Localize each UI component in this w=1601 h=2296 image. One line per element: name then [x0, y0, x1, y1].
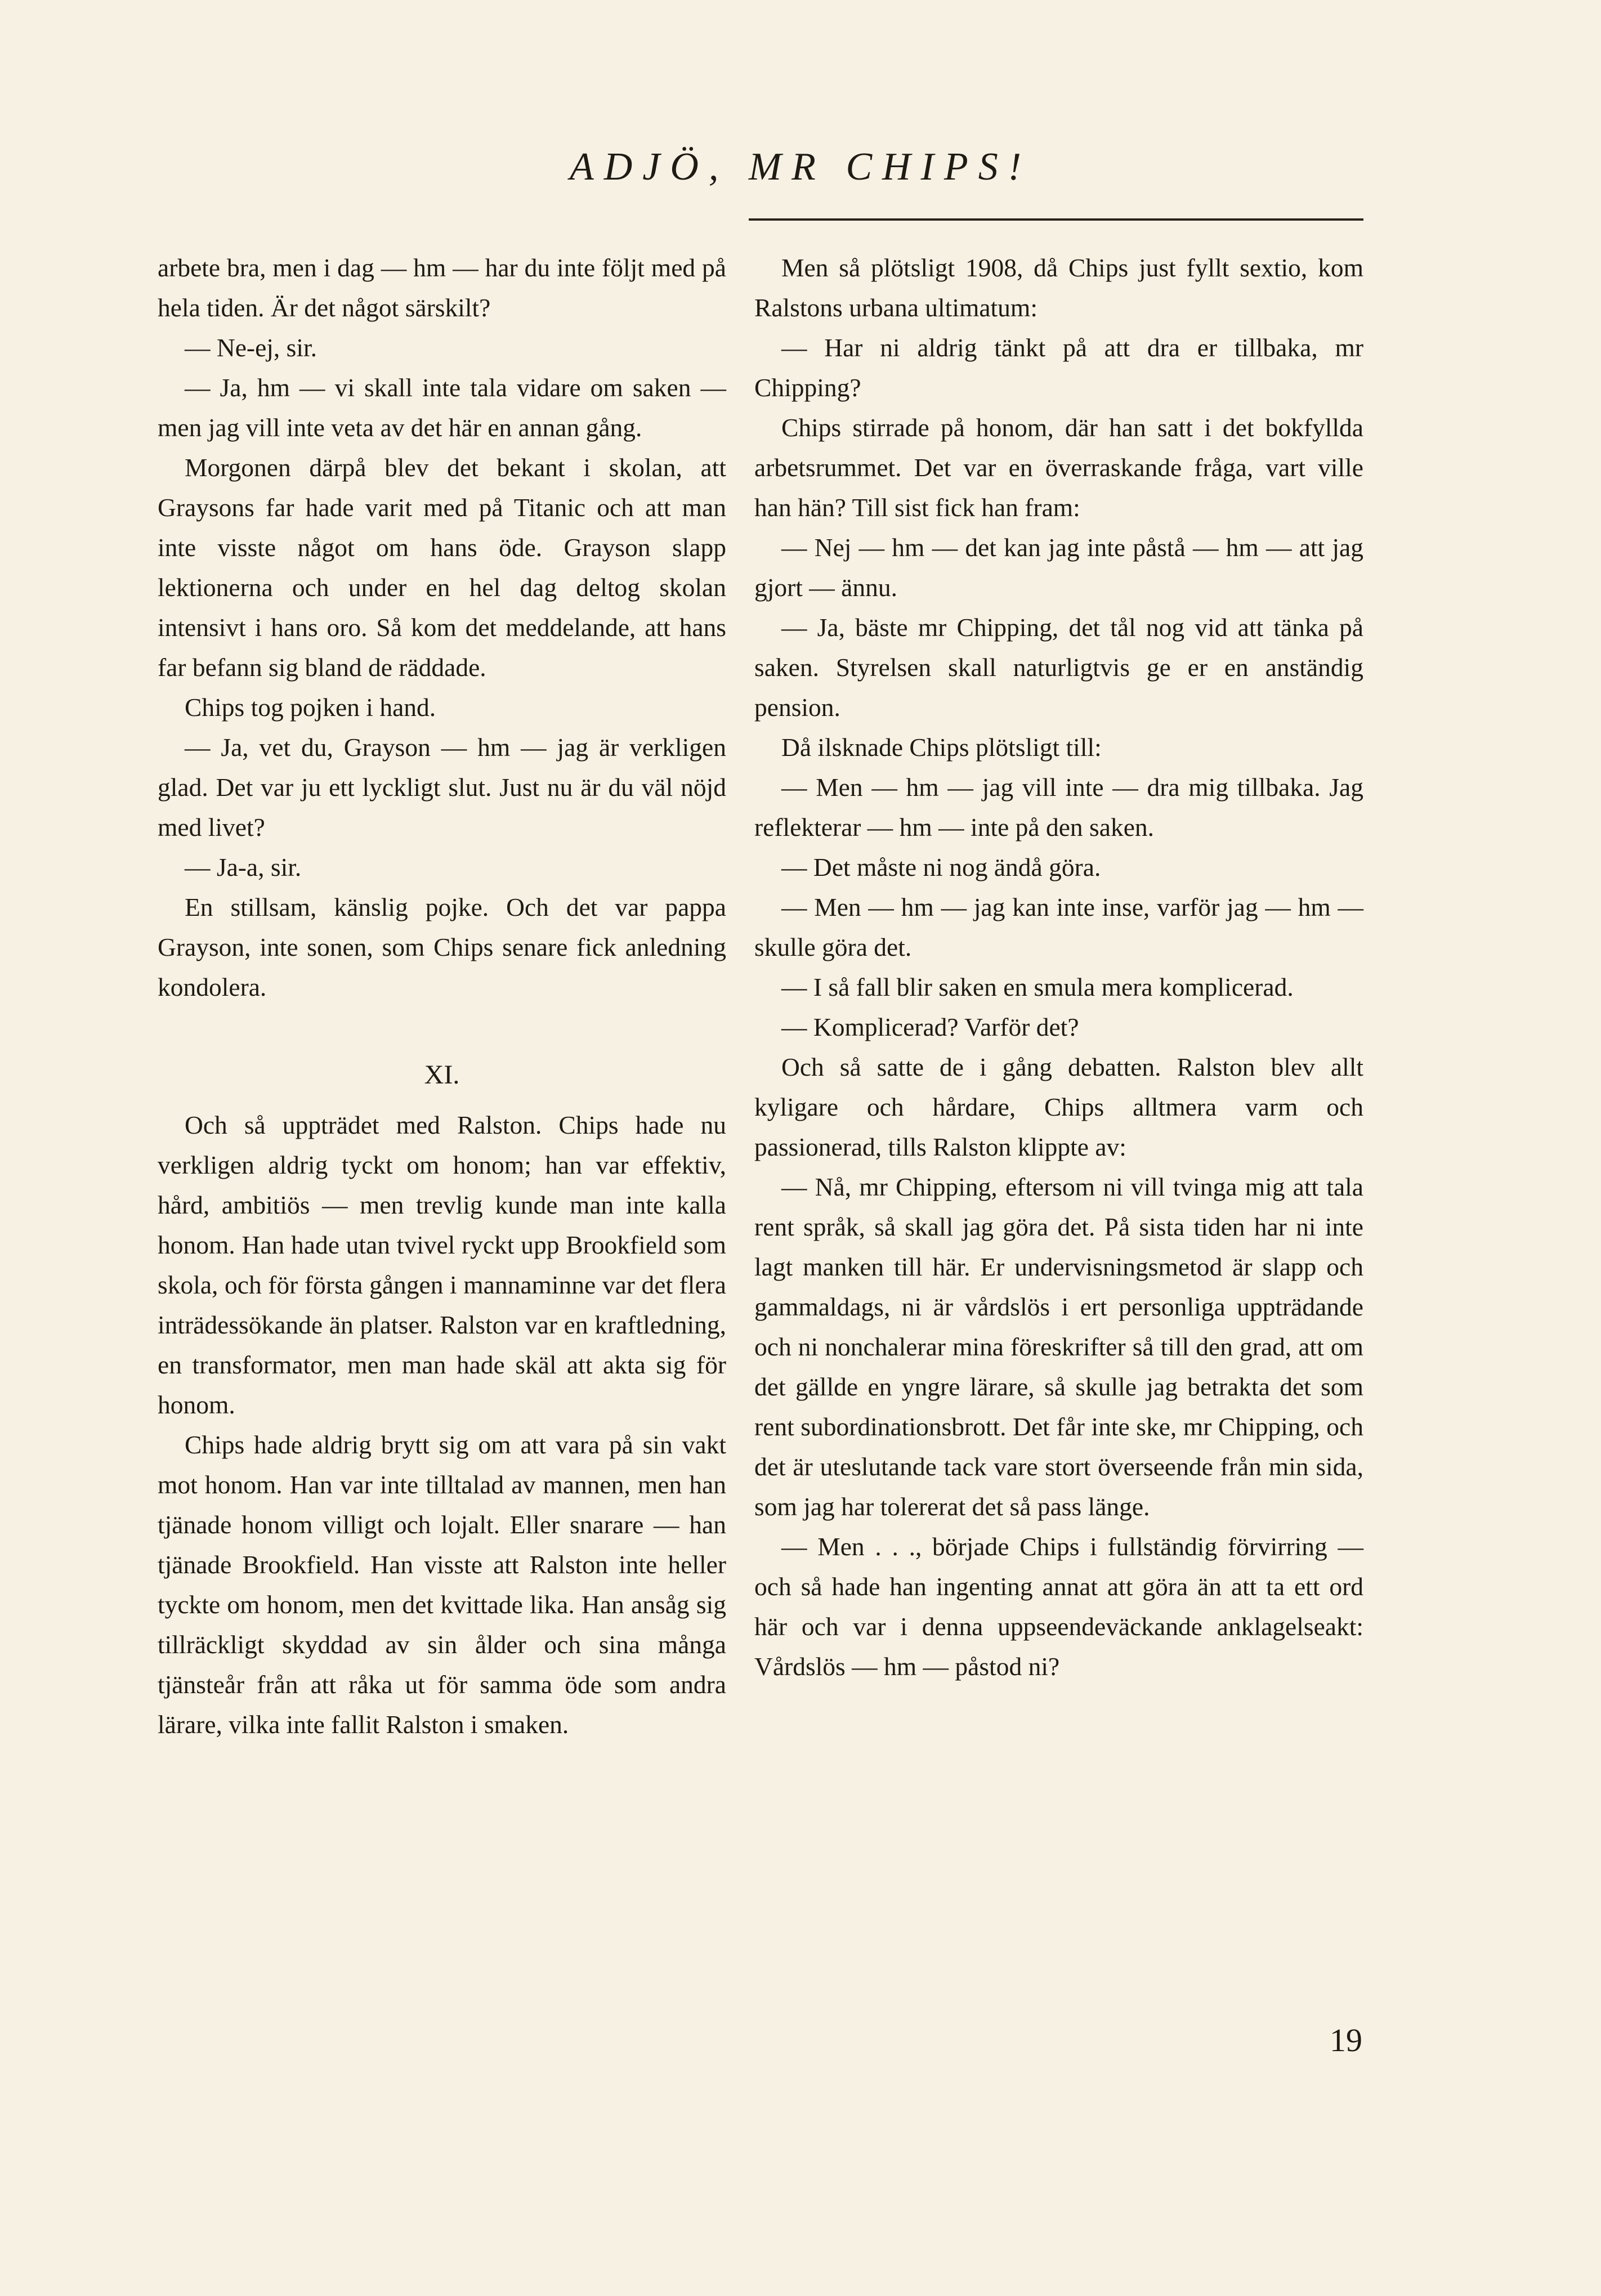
paragraph: Då ilsknade Chips plötsligt till:: [781, 733, 1102, 762]
paragraph: — Nej — hm — det kan jag inte påstå — hm — att jag gjort — ännu.: [754, 533, 1363, 602]
paragraph: Chips stirrade på honom, där han satt i det bokfyllda arbetsrummet. Det var en överraskande fråga, vart ville han hän? Till sist fick han fram:: [754, 413, 1363, 522]
paragraph: Och så satte de i gång debatten. Ralston blev allt kyligare och hårdare, Chips alltmera varm och passionerad, tills Ralston klippte av:: [754, 1053, 1363, 1161]
paragraph: — Ne-ej, sir.: [185, 333, 317, 362]
paragraph: — Ja, bäste mr Chipping, det tål nog vid att tänka på saken. Styrelsen skall naturligtvis ge er en anständig pension.: [754, 613, 1363, 722]
paragraph: — Det måste ni nog ändå göra.: [781, 853, 1101, 881]
paragraph: — Ja-a, sir.: [185, 853, 302, 881]
paragraph: — Nå, mr Chipping, eftersom ni vill tvinga mig att tala rent språk, så skall jag göra det. På sista tiden har ni inte lagt manken till här. Er undervisningsmetod är slapp och gammaldags, ni är vårdslös i ert personliga uppträdande och ni nonchalerar mina föreskrifter så till den grad, att om det gällde en yngre lärare, så skulle jag betrakta det som rent subordinationsbrott. Det får inte ske, mr Chipping, och det är uteslutande tack vare stort överseende från min sida, som jag har tolererat det så pass länge.: [754, 1172, 1363, 1521]
paragraph: Morgonen därpå blev det bekant i skolan, att Graysons far hade varit med på Titanic och att man inte visste något om hans öde. Grayson slapp lektionerna och under en hel dag deltog skolan intensivt i hans oro. Så kom det meddelande, att hans far befann sig bland de räddade.: [158, 453, 726, 682]
paragraph: arbete bra, men i dag — hm — har du inte följt med på hela tiden. Är det något särskilt?: [158, 253, 726, 322]
right-column: [754, 248, 1363, 1686]
paragraph: — Ja, vet du, Grayson — hm — jag är verkligen glad. Det var ju ett lyckligt slut. Just nu är du väl nöjd med livet?: [158, 733, 726, 842]
paragraph: — Komplicerad? Varför det?: [781, 1013, 1079, 1041]
paragraph: — I så fall blir saken en smula mera komplicerad.: [781, 973, 1294, 1001]
running-title: ADJÖ, MR CHIPS!: [569, 145, 1032, 189]
paragraph: — Men — hm — jag vill inte — dra mig tillbaka. Jag reflekterar — hm — inte på den saken.: [754, 773, 1363, 842]
header-rule: [749, 218, 1363, 221]
paragraph: — Ja, hm — vi skall inte tala vidare om saken — men jag vill inte veta av det här en annan gång.: [158, 373, 726, 442]
paragraph: Och så uppträdet med Ralston. Chips hade nu verkligen aldrig tyckt om honom; han var effektiv, hård, ambitiös — men trevlig kunde man inte kalla honom. Han hade utan tvivel ryckt upp Brookfield som skola, och för första gången i mannaminne var det flera inträdessökande än platser. Ralston var en kraftledning, en transformator, men man hade skäl att akta sig för honom.: [158, 1111, 726, 1419]
paragraph: — Har ni aldrig tänkt på att dra er tillbaka, mr Chipping?: [754, 333, 1363, 402]
paragraph: Chips tog pojken i hand.: [185, 693, 436, 722]
paragraph: Men så plötsligt 1908, då Chips just fyllt sextio, kom Ralstons urbana ultimatum:: [754, 253, 1363, 322]
paragraph: — Men — hm — jag kan inte inse, varför jag — hm — skulle göra det.: [754, 893, 1363, 961]
paragraph: Chips hade aldrig brytt sig om att vara på sin vakt mot honom. Han var inte tilltalad av mannen, men han tjänade honom villigt och lojalt. Eller snarare — han tjänade Brookfield. Han visste att Ralston inte heller tyckte om honom, men det kvittade lika. Han ansåg sig tillräckligt skyddad av sin ålder och sina många tjänsteår från att råka ut för samma öde som andra lärare, vilka inte fallit Ralston i smaken.: [158, 1430, 726, 1739]
left-column: [158, 248, 726, 1744]
page-number: 19: [1330, 2022, 1362, 2058]
chapter-heading: XI.: [424, 1060, 460, 1090]
paragraph: En stillsam, känslig pojke. Och det var pappa Grayson, inte sonen, som Chips senare fick anledning kondolera.: [158, 893, 726, 1001]
paragraph: — Men . . ., började Chips i fullständig förvirring — och så hade han ingenting annat att göra än att ta ett ord här och var i denna uppseendeväckande anklagelseakt: Vårdslös — hm — påstod ni?: [754, 1532, 1363, 1681]
